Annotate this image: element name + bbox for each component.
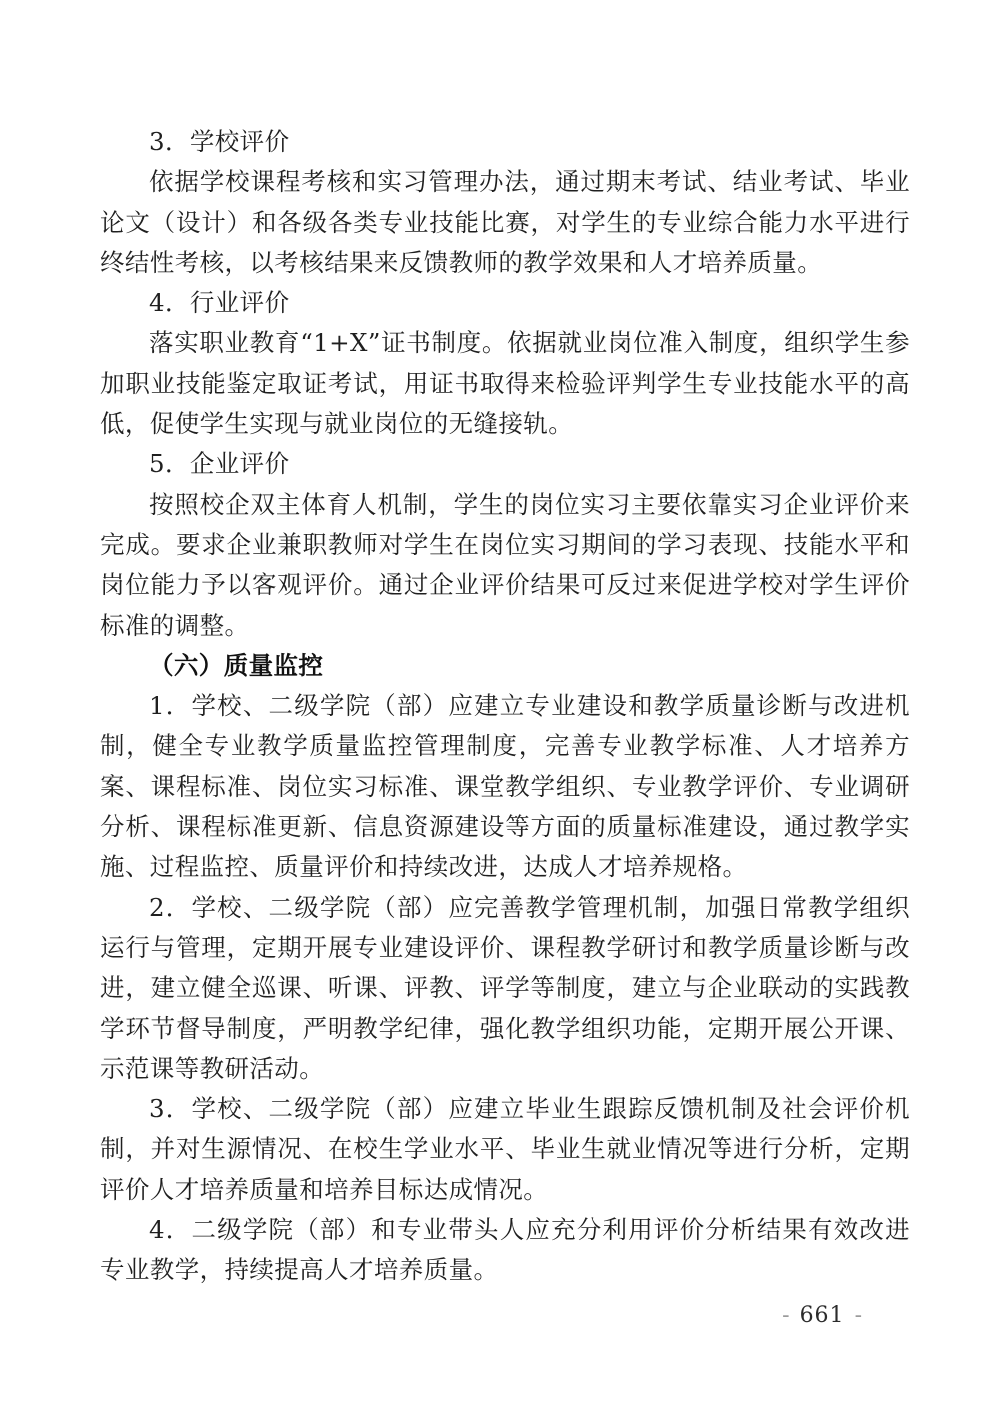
para-industry-evaluation-title: 4．行业评价: [149, 288, 290, 318]
para-enterprise-evaluation-title: 5．企业评价: [149, 449, 290, 479]
page-number-value: 661: [799, 1303, 845, 1328]
para-school-evaluation-title: 3．学校评价: [149, 127, 290, 156]
para-quality-monitoring-item2: 2．学校、二级学院（部）应完善教学管理机制，加强日常教学组织运行与管理，定期开展专业建设评价、课程教学研讨和教学质量诊断与改进，建立健全巡课、听课、评教、评学等制度，建立与企业联动的实践教学环节督导制度，严明教学纪律，强化教学组织功能，定期开展公开课、示范课等教研活动。: [100, 892, 910, 1083]
para-quality-monitoring-item3: 3．学校、二级学院（部）应建立毕业生跟踪反馈机制及社会评价机制，并对生源情况、在校生学业水平、毕业生就业情况等进行分析，定期评价人才培养质量和培养目标达成情况。: [100, 1094, 910, 1204]
para-school-evaluation-body: 依据学校课程考核和实习管理办法，通过期末考试、结业考试、毕业论文（设计）和各级各类专业技能比赛，对学生的专业综合能力水平进行终结性考核，以考核结果来反馈教师的教学效果和人才培养质量。: [100, 167, 910, 277]
para-quality-monitoring-item1: 1．学校、二级学院（部）应建立专业建设和教学质量诊断与改进机制，健全专业教学质量监控管理制度，完善专业教学标准、人才培养方案、课程标准、岗位实习标准、课堂教学组织、专业教学评价、专业调研分析、课程标准更新、信息资源建设等方面的质量标准建设，通过教学实施、过程监控、质量评价和持续改进，达成人才培养规格。: [100, 691, 910, 882]
page-number: [780, 1303, 864, 1329]
document-body: [100, 122, 910, 1291]
page-number-left-dash: -: [782, 1303, 790, 1328]
para-enterprise-evaluation-body: 按照校企双主体育人机制，学生的岗位实习主要依靠实习企业评价来完成。要求企业兼职教师对学生在岗位实习期间的学习表现、技能水平和岗位能力予以客观评价。通过企业评价结果可反过来促进学校对学生评价标准的调整。: [100, 489, 910, 640]
page-number-right-dash: -: [854, 1303, 862, 1328]
para-industry-evaluation-body: 落实职业教育“1+X”证书制度。依据就业岗位准入制度，组织学生参加职业技能鉴定取证考试，用证书取得来检验评判学生专业技能水平的高低，促使学生实现与就业岗位的无缝接轨。: [100, 328, 910, 439]
heading-quality-monitoring: （六）质量监控: [149, 650, 324, 680]
para-quality-monitoring-item4: 4．二级学院（部）和专业带头人应充分利用评价分析结果有效改进专业教学，持续提高人才培养质量。: [100, 1215, 910, 1285]
